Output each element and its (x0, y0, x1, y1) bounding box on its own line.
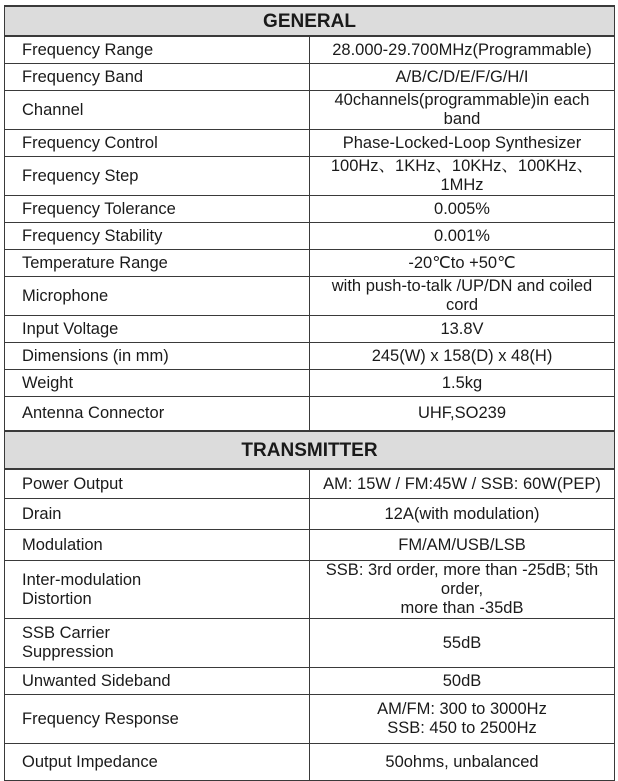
table-row (5, 91, 615, 130)
spec-value: 1.5kg (310, 370, 615, 397)
table-row (5, 36, 615, 64)
spec-value: Phase-Locked-Loop Synthesizer (310, 130, 615, 157)
spec-label: Microphone (5, 277, 310, 316)
spec-value (310, 695, 615, 744)
spec-value: 50ohms, unbalanced (310, 744, 615, 781)
spec-value: with push-to-talk /UP/DN and coiled cord (310, 277, 615, 316)
spec-label: Frequency Control (5, 130, 310, 157)
table-row (5, 530, 615, 561)
spec-value: 245(W) x 158(D) x 48(H) (310, 343, 615, 370)
section-header-general (5, 6, 615, 36)
spec-label: Input Voltage (5, 316, 310, 343)
section-title: GENERAL (5, 6, 615, 36)
spec-value: 0.005% (310, 196, 615, 223)
table-row (5, 744, 615, 781)
spec-value: 50dB (310, 668, 615, 695)
spec-value-line: SSB: 450 to 2500Hz (387, 719, 537, 737)
table-row (5, 130, 615, 157)
table-row (5, 223, 615, 250)
table-row (5, 469, 615, 499)
table-row (5, 499, 615, 530)
section-header-transmitter (5, 431, 615, 469)
spec-label: Frequency Response (5, 695, 310, 744)
spec-label: Frequency Stability (5, 223, 310, 250)
spec-label: Temperature Range (5, 250, 310, 277)
spec-label: Power Output (5, 469, 310, 499)
table-row (5, 619, 615, 668)
spec-label (5, 619, 310, 668)
spec-label: Frequency Tolerance (5, 196, 310, 223)
spec-value-line: more than -35dB (400, 599, 524, 617)
table-row (5, 250, 615, 277)
spec-value-line: AM/FM: 300 to 3000Hz (377, 700, 547, 718)
table-row (5, 316, 615, 343)
table-row (5, 343, 615, 370)
table-row (5, 370, 615, 397)
spec-label: Unwanted Sideband (5, 668, 310, 695)
spec-label (5, 561, 310, 619)
spec-label: Output Impedance (5, 744, 310, 781)
spec-value: UHF,SO239 (310, 397, 615, 432)
spec-value: 13.8V (310, 316, 615, 343)
spec-value: 28.000-29.700MHz(Programmable) (310, 36, 615, 64)
spec-value: 12A(with modulation) (310, 499, 615, 530)
spec-value: A/B/C/D/E/F/G/H/I (310, 64, 615, 91)
table-row (5, 157, 615, 196)
spec-label: Frequency Step (5, 157, 310, 196)
table-row (5, 196, 615, 223)
spec-label: Weight (5, 370, 310, 397)
spec-value: 100Hz、1KHz、10KHz、100KHz、1MHz (310, 157, 615, 196)
spec-value: FM/AM/USB/LSB (310, 530, 615, 561)
spec-label: Channel (5, 91, 310, 130)
spec-label: Antenna Connector (5, 397, 310, 432)
spec-label: Modulation (5, 530, 310, 561)
spec-label-line: SSB Carrier (22, 624, 111, 642)
section-title: TRANSMITTER (5, 431, 615, 469)
table-row (5, 668, 615, 695)
spec-table (4, 5, 615, 781)
table-row (5, 397, 615, 432)
spec-label-line: Suppression (22, 643, 114, 661)
spec-label-line: Inter-modulation (22, 570, 142, 589)
spec-label-line: Distortion (22, 589, 92, 608)
spec-value-line: SSB: 3rd order, more than -25dB; 5th order, (325, 561, 599, 598)
spec-sheet (4, 5, 615, 781)
table-row (5, 277, 615, 316)
spec-label: Frequency Band (5, 64, 310, 91)
table-row (5, 695, 615, 744)
table-row (5, 64, 615, 91)
spec-label: Dimensions (in mm) (5, 343, 310, 370)
spec-value: 40channels(programmable)in each band (310, 91, 615, 130)
spec-value: 0.001% (310, 223, 615, 250)
spec-value (310, 561, 615, 619)
spec-value: AM: 15W / FM:45W / SSB: 60W(PEP) (310, 469, 615, 499)
spec-label: Drain (5, 499, 310, 530)
spec-label: Frequency Range (5, 36, 310, 64)
spec-value: -20℃to +50℃ (310, 250, 615, 277)
table-row (5, 561, 615, 619)
spec-value: 55dB (310, 619, 615, 668)
